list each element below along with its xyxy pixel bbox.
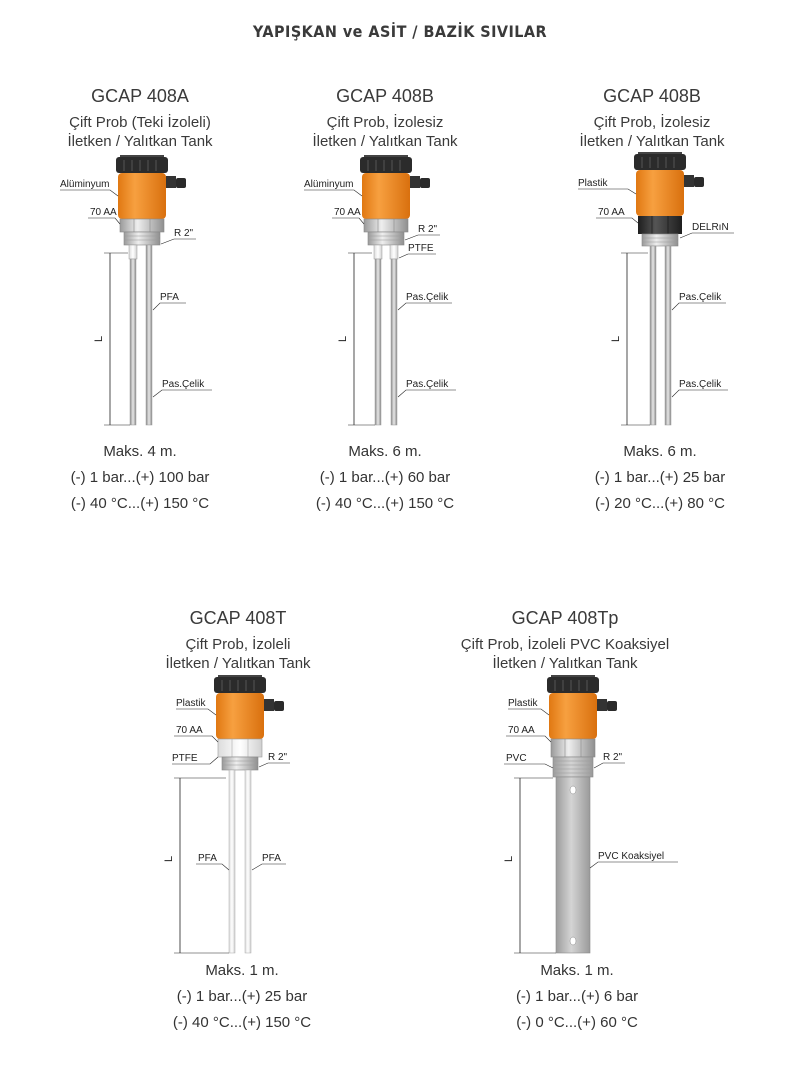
cable-gland bbox=[166, 176, 176, 188]
label-tube: PVC Koaksiyel bbox=[598, 851, 665, 862]
diagram-408a bbox=[60, 155, 212, 425]
label-thread: R 2" bbox=[268, 752, 288, 763]
max-length: Maks. 1 m. bbox=[205, 962, 279, 979]
housing bbox=[636, 170, 684, 216]
housing bbox=[362, 173, 410, 219]
model-desc-2: İletken / Yalıtkan Tank bbox=[492, 655, 638, 672]
model-name: GCAP 408T bbox=[189, 608, 287, 628]
hex-nut bbox=[364, 219, 408, 232]
model-name: GCAP 408A bbox=[91, 86, 189, 106]
temperature-range: (-) 40 °C...(+) 150 °C bbox=[70, 495, 210, 512]
diagram-408t bbox=[163, 675, 290, 953]
label-hex: 70 AA bbox=[508, 725, 535, 736]
length-label: L bbox=[93, 335, 105, 342]
housing bbox=[216, 693, 264, 739]
diagram-408b-plastic bbox=[578, 152, 734, 425]
model-name: GCAP 408Tp bbox=[511, 608, 619, 628]
rod-steel-left bbox=[650, 246, 656, 425]
cable-gland bbox=[684, 175, 694, 187]
model-desc-1: Çift Prob, İzoleli PVC Koaksiyel bbox=[460, 636, 670, 653]
delrin-body bbox=[638, 216, 682, 234]
hex-nut bbox=[551, 739, 595, 757]
label-housing: Plastik bbox=[508, 698, 538, 709]
ptfe-body bbox=[218, 739, 262, 757]
spec-block-408t bbox=[142, 962, 342, 1040]
model-desc-2: İletken / Yalıtkan Tank bbox=[312, 133, 458, 150]
diagram-408tp bbox=[503, 675, 678, 953]
enclosure-cap bbox=[634, 152, 686, 170]
rod-steel bbox=[146, 245, 152, 425]
diagram-408b bbox=[304, 155, 456, 425]
label-rod-upper: PFA bbox=[160, 292, 179, 303]
rod-steel-right bbox=[665, 246, 671, 425]
cable-gland bbox=[410, 176, 420, 188]
rod-steel-right bbox=[391, 259, 397, 425]
housing bbox=[549, 693, 597, 739]
pressure-range: (-) 1 bar...(+) 25 bar bbox=[176, 988, 308, 1005]
enclosure-cap bbox=[214, 675, 266, 693]
pressure-range: (-) 1 bar...(+) 25 bar bbox=[594, 469, 726, 486]
page-title: YAPIŞKAN ve ASİT / BAZİK SIVILAR bbox=[252, 22, 548, 41]
label-rod-upper: Pas.Çelik bbox=[679, 292, 722, 303]
pressure-range: (-) 1 bar...(+) 100 bar bbox=[70, 469, 210, 486]
temperature-range: (-) 40 °C...(+) 150 °C bbox=[172, 1014, 312, 1031]
spec-block-408b bbox=[285, 443, 485, 521]
pressure-range: (-) 1 bar...(+) 6 bar bbox=[515, 988, 639, 1005]
model-desc-2: İletken / Yalıtkan Tank bbox=[579, 133, 725, 150]
model-name: GCAP 408B bbox=[603, 86, 701, 106]
spec-block-408tp bbox=[477, 962, 677, 1040]
model-desc-1: Çift Prob, İzoleli bbox=[185, 636, 291, 653]
thread bbox=[368, 232, 404, 245]
label-rod-upper: Pas.Çelik bbox=[406, 292, 449, 303]
model-desc-2: İletken / Yalıtkan Tank bbox=[67, 133, 213, 150]
label-hex: 70 AA bbox=[176, 725, 203, 736]
label-insulator: PTFE bbox=[172, 753, 198, 764]
enclosure-cap bbox=[360, 155, 412, 173]
model-name: GCAP 408B bbox=[336, 86, 434, 106]
label-delrin: DELRıN bbox=[692, 222, 729, 233]
housing bbox=[118, 173, 166, 219]
length-label: L bbox=[163, 855, 175, 862]
label-hex: 70 AA bbox=[598, 207, 625, 218]
label-thread: R 2" bbox=[418, 224, 438, 235]
label-hex: 70 AA bbox=[334, 207, 361, 218]
max-length: Maks. 1 m. bbox=[540, 962, 614, 979]
temperature-range: (-) 20 °C...(+) 80 °C bbox=[595, 495, 725, 512]
label-insulator: PVC bbox=[506, 753, 527, 764]
length-label: L bbox=[610, 335, 622, 342]
label-insulator: PTFE bbox=[408, 243, 434, 254]
label-thread: R 2" bbox=[174, 228, 194, 239]
thread bbox=[553, 757, 593, 777]
label-housing: Plastik bbox=[578, 178, 608, 189]
label-rod-lower: Pas.Çelik bbox=[162, 379, 205, 390]
max-length: Maks. 6 m. bbox=[348, 443, 422, 460]
model-desc-1: Çift Prob, İzolesiz bbox=[326, 114, 444, 131]
cable-gland bbox=[597, 699, 607, 711]
pvc-coax-tube bbox=[556, 777, 590, 953]
max-length: Maks. 6 m. bbox=[623, 443, 697, 460]
label-rod-lower: Pas.Çelik bbox=[679, 379, 722, 390]
thread bbox=[222, 757, 258, 770]
rod-pfa-left bbox=[229, 770, 235, 953]
model-desc-2: İletken / Yalıtkan Tank bbox=[165, 655, 311, 672]
model-desc-1: Çift Prob, İzolesiz bbox=[593, 114, 711, 131]
thread bbox=[124, 232, 160, 245]
model-desc-1: Çift Prob (Teki İzoleli) bbox=[69, 114, 211, 131]
enclosure-cap bbox=[116, 155, 168, 173]
label-housing: Alüminyum bbox=[60, 179, 110, 190]
rod-pfa-right bbox=[245, 770, 251, 953]
cable-gland bbox=[264, 699, 274, 711]
label-rod-left: PFA bbox=[198, 853, 217, 864]
rod-steel-left bbox=[375, 259, 381, 425]
label-rod-lower: Pas.Çelik bbox=[406, 379, 449, 390]
spec-block-408b-plastic bbox=[560, 443, 760, 521]
label-hex: 70 AA bbox=[90, 207, 117, 218]
label-thread: R 2" bbox=[603, 752, 623, 763]
thread bbox=[642, 234, 678, 246]
max-length: Maks. 4 m. bbox=[103, 443, 177, 460]
temperature-range: (-) 0 °C...(+) 60 °C bbox=[516, 1014, 638, 1031]
temperature-range: (-) 40 °C...(+) 150 °C bbox=[315, 495, 455, 512]
length-label: L bbox=[503, 855, 515, 862]
spec-block-408a bbox=[40, 443, 240, 521]
label-housing: Plastik bbox=[176, 698, 206, 709]
rod-pfa bbox=[130, 259, 136, 425]
pressure-range: (-) 1 bar...(+) 60 bar bbox=[319, 469, 451, 486]
length-label: L bbox=[337, 335, 349, 342]
hex-nut bbox=[120, 219, 164, 232]
enclosure-cap bbox=[547, 675, 599, 693]
label-rod-right: PFA bbox=[262, 853, 281, 864]
label-housing: Alüminyum bbox=[304, 179, 354, 190]
